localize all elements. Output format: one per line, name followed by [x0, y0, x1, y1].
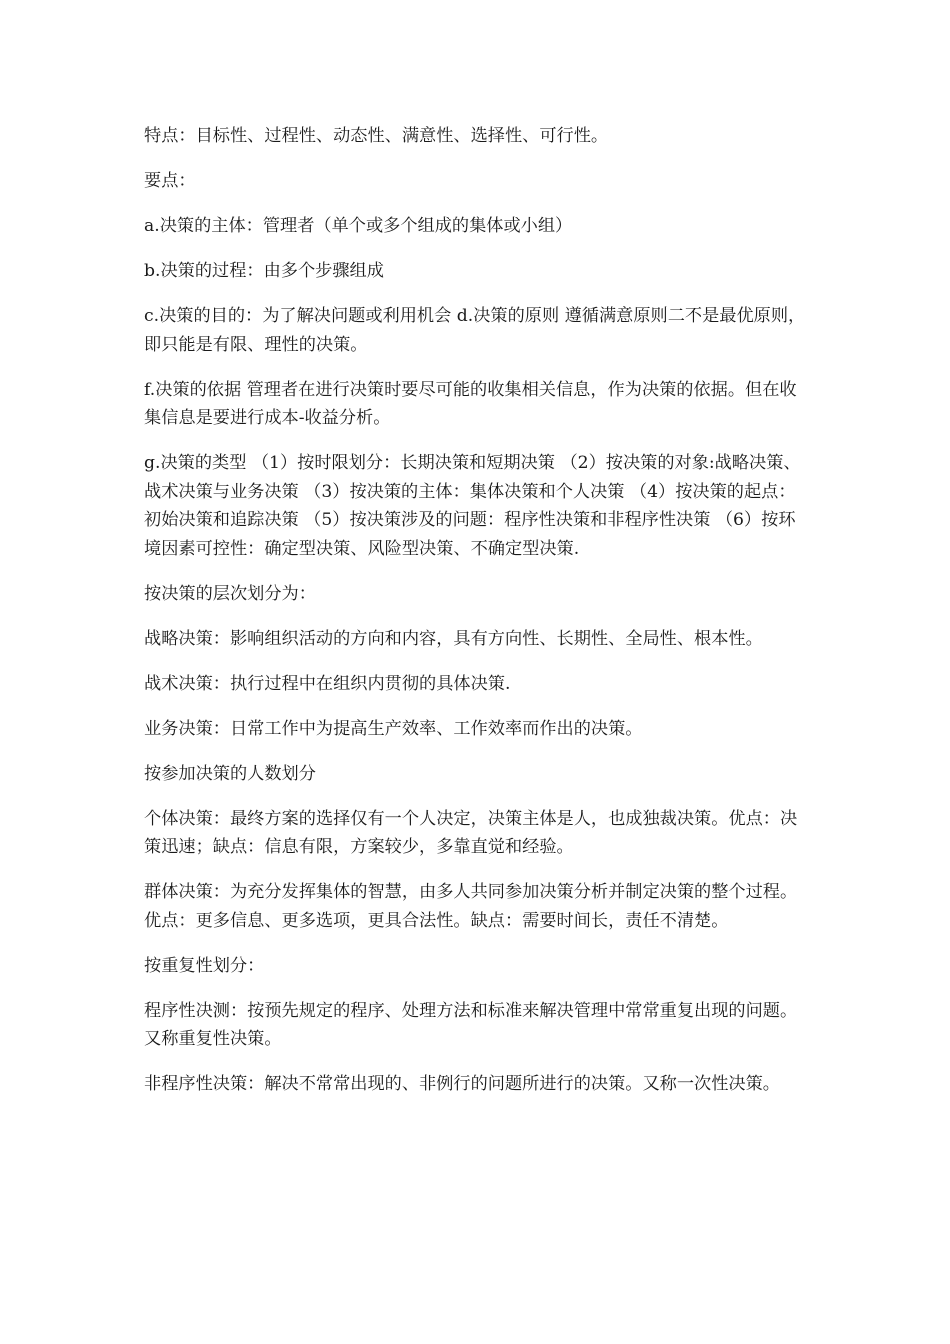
- paragraph-decision-purpose-principle: c.决策的目的：为了解决问题或利用机会 d.决策的原则 遵循满意原则二不是最优原则，即只能是有限、理性的决策。: [144, 306, 806, 355]
- paragraph-individual-decision: 个体决策：最终方案的选择仅有一个人决定，决策主体是人，也成独裁决策。优点：决策迅速；缺点：信息有限，方案较少，多靠直觉和经验。: [144, 808, 798, 857]
- paragraph-by-level-heading: 按决策的层次划分为：: [144, 583, 316, 604]
- paragraph-decision-types: g.决策的类型 （1）按时限划分：长期决策和短期决策 （2）按决策的对象:战略决策、战术决策与业务决策 （3）按决策的主体：集体决策和个人决策 （4）按决策的起点：初始决策和追踪决策 （5）按决策涉及的问题：程序性决策和非程序性决策 （6）按环境因素可控性：确定型决策、风险型决策、不确定型决策.: [144, 453, 801, 559]
- paragraph-key-points-heading: 要点：: [144, 171, 196, 191]
- paragraph-decision-process: b.决策的过程：由多个步骤组成: [144, 261, 384, 281]
- paragraph-characteristics: 特点：目标性、过程性、动态性、满意性、选择性、可行性。: [144, 126, 609, 146]
- paragraph-programmed-decision: 程序性决测：按预先规定的程序、处理方法和标准来解决管理中常常重复出现的问题。又称重复性决策。: [144, 1000, 798, 1049]
- paragraph-strategic-decision: 战略决策：影响组织活动的方向和内容，具有方向性、长期性、全局性、根本性。: [144, 628, 763, 649]
- paragraph-operational-decision: 业务决策：日常工作中为提高生产效率、工作效率而作出的决策。: [144, 718, 643, 739]
- paragraph-by-participants-heading: 按参加决策的人数划分: [144, 763, 316, 784]
- paragraph-tactical-decision: 战术决策：执行过程中在组织内贯彻的具体决策.: [144, 673, 511, 694]
- document-body: [144, 122, 812, 1115]
- paragraph-nonprogrammed-decision: 非程序性决策：解决不常常出现的、非例行的问题所进行的决策。又称一次性决策。: [144, 1074, 780, 1094]
- paragraph-by-repetition-heading: 按重复性划分：: [144, 955, 265, 976]
- paragraph-decision-basis: f.决策的依据 管理者在进行决策时要尽可能的收集相关信息，作为决策的依据。但在收集信息是要进行成本-收益分析。: [144, 379, 797, 428]
- paragraph-decision-subject: a.决策的主体：管理者（单个或多个组成的集体或小组）: [144, 216, 573, 236]
- paragraph-group-decision: 群体决策：为充分发挥集体的智慧，由多人共同参加决策分析并制定决策的整个过程。优点：更多信息、更多选项，更具合法性。缺点：需要时间长，责任不清楚。: [144, 882, 798, 931]
